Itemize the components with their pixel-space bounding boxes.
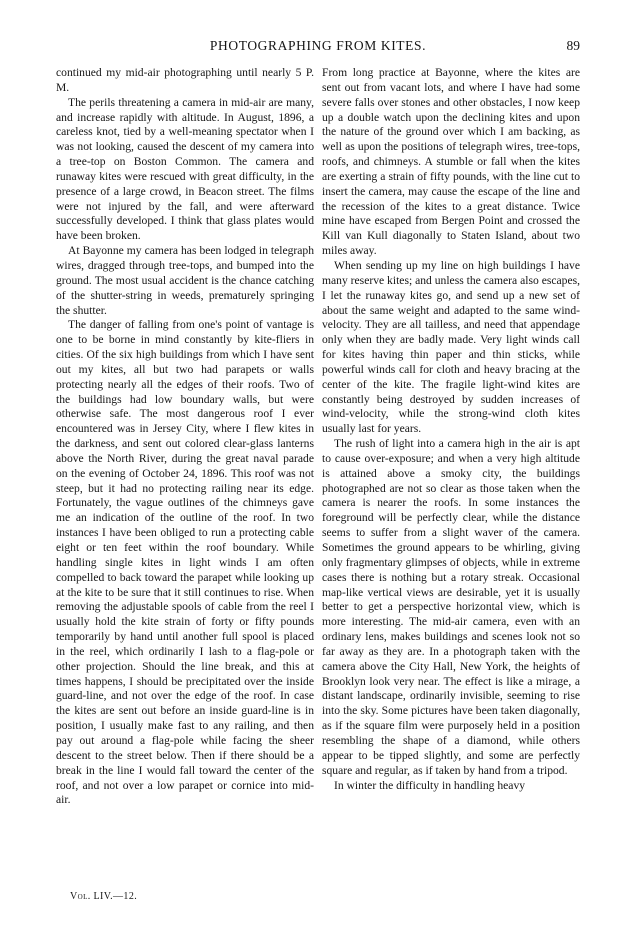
page-header: [56, 38, 580, 56]
running-title: PHOTOGRAPHING FROM KITES.: [209, 38, 427, 53]
left-column: [56, 66, 314, 808]
paragraph: In winter the difficulty in handling heavy: [334, 778, 526, 792]
paragraph: The rush of light into a camera high in the air is apt to cause over-exposure; and when a very high altitude is attained above a smoky city, the buildings photographed are not so clear as those taken when the camera is nearer the roofs. In some instances the foreground will be perfectly clear, while the distance seems to suffer from a slight waver of the camera. Sometimes the ground appears to be whirling, giving only fragmentary glimpses of objects, while in extreme cases there is nothing but a rotary streak. Occasional map-like vertical views are desirable, yet it is usually better to get a perspective horizontal view, which is more interesting. The mid-air camera, even with an ordinary lens, makes buildings and scenes look not so far away as they are. In a photograph taken with the camera above the City Hall, New York, the heights of Brooklyn look very near. The effect is like a mirage, a distant landscape, ordinarily invisible, seeming to rise into the sky. Some pictures have been taken diagonally, as if the square film were purposely held in a position resembling the shape of a diamond, while others appear to be tipped slightly, and some are perfectly square and regular, as if taken by hand from a tripod.: [322, 437, 580, 777]
page-number: 89: [566, 38, 580, 53]
signature-mark: Vol. LIV.—12.: [70, 891, 138, 902]
right-column: [322, 66, 580, 793]
paragraph: From long practice at Bayonne, where the kites are sent out from vacant lots, and where I have had some severe falls over stones and other obstacles, I now keep up a double watch upon the declining kites and upon the nature of the ground over which I am backing, as well as upon the positions of telegraph wires, tree-tops, roofs, and chimneys. A stumble or fall when the kites are exerting a strain of fifty pounds, with the line cut to insert the camera, may cause the escape of the line and the recession of the kites to a great distance. Twice mine have escaped from Bergen Point and crossed the Kill van Kull diagonally to Staten Island, about two miles away.: [322, 66, 580, 258]
paragraph: At Bayonne my camera has been lodged in telegraph wires, dragged through tree-tops, and bumped into the ground. The most usual accident is the chance catching of the shutter-string in weeds, prematurely springing the shutter.: [56, 244, 314, 317]
paragraph: continued my mid-air photographing until nearly 5 P. M.: [56, 66, 314, 94]
paragraph: When sending up my line on high buildings I have many reserve kites; and unless the camera also escapes, I let the runaway kites go, and send up a new set of about the same weight and adapted to the same wind-velocity. They are all tailless, and need that appendage only when they are badly made. Very light winds call for kites having thin paper and thin sticks, while powerful winds call for cloth and heavy bracing at the center of the kite. The fragile light-wind kites are constantly being destroyed by sudden increases of wind-velocity, while the strong-wind cloth kites usually last for years.: [322, 258, 580, 436]
paragraph: The danger of falling from one's point of vantage is one to be borne in mind constantly by kite-fliers in cities. Of the six high buildings from which I have sent out my kites, all but two had parapets or walls protecting nearly all the edges of their roofs. Two of the buildings had low boundary walls, but were otherwise safe. The most dangerous roof I ever encountered was in Jersey City, where I flew kites in the darkness, and sent out colored clear-glass lanterns above the North River, during the great naval parade on the evening of October 24, 1896. This roof was not steep, but it had no protecting railing near its edge. Fortunately, the vague outlines of the chimneys gave me an indication of the outline of the roof. In two instances I have been obliged to run a protecting cable eight or ten feet within the roof boundary. While handling single kites in light winds I am often compelled to back toward the parapet while looking up at the kite to be sure that it still continues to rise. When removing the adjustable spools of cable from the reel I usually hold the kite strain of forty or fifty pounds temporarily by hand until another full spool is placed in the reel, which ordinarily I lash to a flag-pole or other projection. Should the line break, and this at times happens, I should be precipitated over the inside guard-line, and not over the edge of the roof. In case the kites are sent out before an inside guard-line is in position, I usually make fast to any railing, and then pay out around a flag-pole while facing the sheer descent to the street below. Then if there should be a break in the line I would fall toward the center of the roof, and not over a low parapet or cornice into mid-air.: [56, 318, 314, 807]
paragraph: The perils threatening a camera in mid-air are many, and increase rapidly with altitude. In August, 1896, a careless knot, tied by a well-meaning spectator when I was not looking, caused the descent of my camera into a tree-top on Boston Common. The camera and runaway kites were rescued with great difficulty, in the presence of a large crowd, in Beacon street. The films were not injured by the fall, and were afterward successfully developed. I think that glass plates would have been broken.: [56, 95, 314, 243]
